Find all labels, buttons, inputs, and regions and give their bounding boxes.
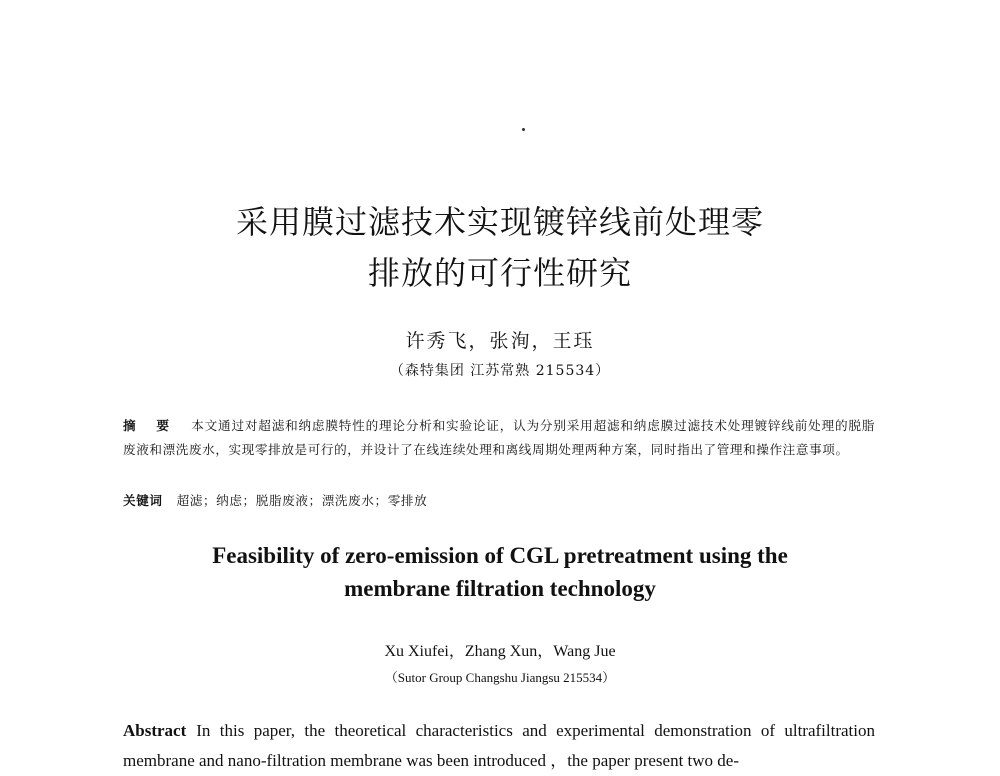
english-title-line-2: membrane filtration technology (344, 576, 656, 601)
english-title-line-1: Feasibility of zero-emission of CGL pretreatment using the (212, 543, 788, 568)
chinese-keywords (123, 490, 875, 509)
chinese-title-line-1: 采用膜过滤技术实现镀锌线前处理零 (235, 203, 764, 241)
chinese-keywords-text: 超滤；纳虑；脱脂废液；漂洗废水；零排放 (176, 493, 428, 508)
chinese-abstract-label: 摘 要 (123, 418, 178, 433)
chinese-keywords-label: 关键词 (123, 493, 163, 508)
english-authors: Xu Xiufei，Zhang Xun，Wang Jue (384, 643, 616, 660)
scan-dot (522, 128, 525, 131)
chinese-affiliation: （森特集团 江苏常熟 215534） (389, 363, 611, 379)
english-abstract-label: Abstract (123, 721, 187, 740)
english-affiliation: （Sutor Group Changshu Jiangsu 215534） (384, 670, 616, 685)
chinese-abstract (123, 414, 875, 462)
chinese-title-line-2: 排放的可行性研究 (367, 254, 632, 292)
chinese-authors: 许秀飞，张洵，王珏 (405, 330, 595, 352)
english-abstract (123, 716, 875, 776)
chinese-abstract-text: 本文通过对超滤和纳虑膜特性的理论分析和实验论证，认为分别采用超滤和纳虑膜过滤技术处理镀锌线前处理的脱脂废液和漂洗废水，实现零排放是可行的，并设计了在线连续处理和离线周期处理两种方案，同时指出了管理和操作注意事项。 (123, 418, 875, 457)
english-abstract-text: In this paper, the theoretical characteristics and experimental demonstration of ultrafiltration membrane and nano-filtration membrane was been introduced ，the paper present two de- (123, 721, 875, 770)
